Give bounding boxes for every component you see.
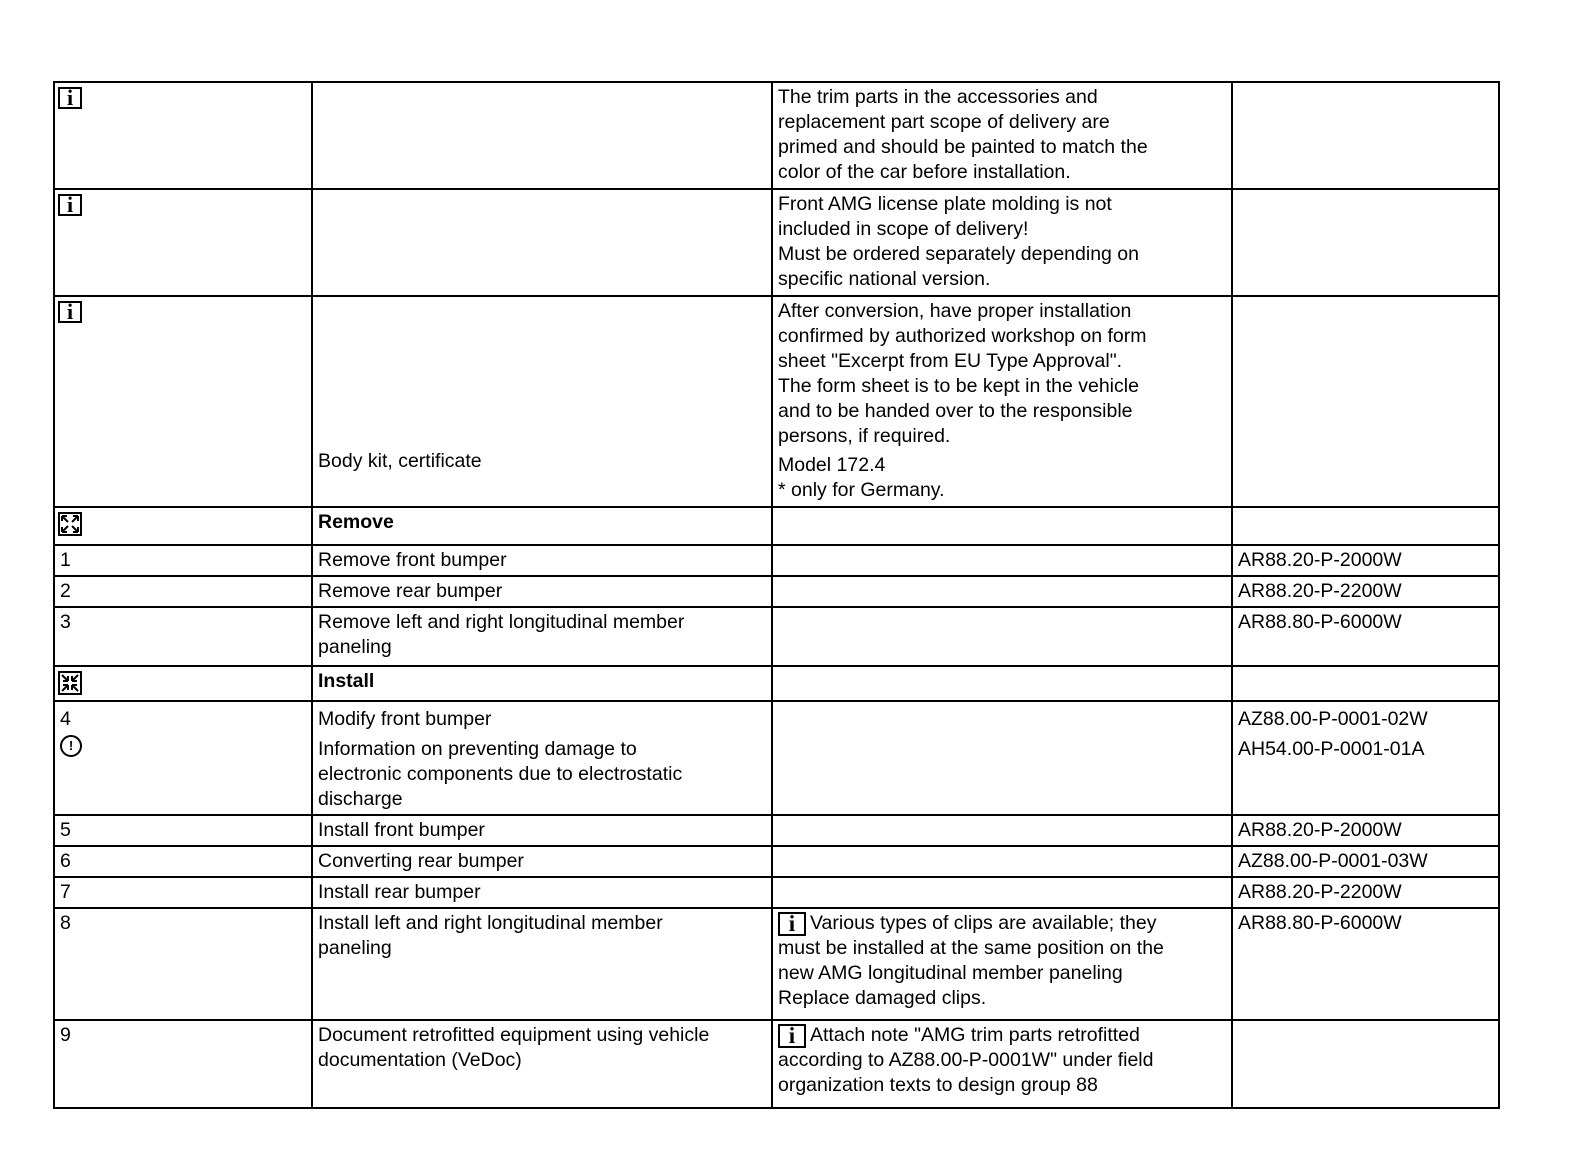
procedure-table xyxy=(53,81,1500,1109)
step-reference: AZ88.00-P-0001-03W xyxy=(1232,846,1499,877)
step-number: 5 xyxy=(54,815,312,846)
note-line: and to be handed over to the responsible xyxy=(778,400,1133,422)
table-row xyxy=(54,908,1499,1020)
note-cell xyxy=(772,189,1232,296)
table-row xyxy=(54,701,1499,815)
remove-icon xyxy=(58,512,82,536)
table-row xyxy=(54,507,1499,545)
info-icon: i xyxy=(58,87,82,109)
table-row xyxy=(54,189,1499,296)
step-number: 3 xyxy=(54,607,312,666)
note-line: confirmed by authorized workshop on form xyxy=(778,325,1147,347)
step-reference: AR88.20-P-2200W xyxy=(1232,576,1499,607)
icon-cell xyxy=(54,666,312,701)
step-reference: AR88.20-P-2000W xyxy=(1232,815,1499,846)
step-number: 8 xyxy=(54,908,312,1020)
note-line: color of the car before installation. xyxy=(778,161,1071,183)
note-line: Front AMG license plate molding is not xyxy=(778,193,1112,215)
table-row xyxy=(54,846,1499,877)
note-line: After conversion, have proper installation xyxy=(778,300,1132,322)
note-line: sheet "Excerpt from EU Type Approval". xyxy=(778,350,1123,372)
step-label: Remove rear bumper xyxy=(312,576,772,607)
table-row xyxy=(54,815,1499,846)
step-label: Remove front bumper xyxy=(312,545,772,576)
note-line: * only for Germany. xyxy=(778,479,945,501)
table-row xyxy=(54,877,1499,908)
note-line: The form sheet is to be kept in the vehicle xyxy=(778,375,1139,397)
note-cell xyxy=(772,296,1232,507)
note-line: Must be ordered separately depending on xyxy=(778,243,1139,265)
step-number-cell xyxy=(54,701,312,815)
step-label: Document retrofitted equipment using vehicle documentation (VeDoc) xyxy=(312,1020,772,1108)
step-label: Converting rear bumper xyxy=(312,846,772,877)
step-label: Remove left and right longitudinal member paneling xyxy=(312,607,772,666)
section-header: Remove xyxy=(312,507,772,545)
table-row xyxy=(54,1020,1499,1108)
step-label: Install front bumper xyxy=(312,815,772,846)
table-row xyxy=(54,607,1499,666)
note-cell xyxy=(772,82,1232,189)
note-line: persons, if required. xyxy=(778,425,951,447)
info-icon: i xyxy=(58,194,82,216)
note-line: included in scope of delivery! xyxy=(778,218,1029,240)
note-line: specific national version. xyxy=(778,268,991,290)
install-icon xyxy=(58,671,82,695)
table-row xyxy=(54,576,1499,607)
table-row xyxy=(54,82,1499,189)
step-number: 7 xyxy=(54,877,312,908)
row-label: Body kit, certificate xyxy=(318,450,482,472)
step-label: Install rear bumper xyxy=(312,877,772,908)
info-icon: i xyxy=(58,301,82,323)
table-row xyxy=(54,666,1499,701)
note-line: The trim parts in the accessories and xyxy=(778,86,1098,108)
step-number: 1 xyxy=(54,545,312,576)
table-row xyxy=(54,545,1499,576)
step-reference: AR88.80-P-6000W xyxy=(1232,607,1499,666)
note-line: primed and should be painted to match the xyxy=(778,136,1148,158)
note-line: Model 172.4 xyxy=(778,454,886,476)
step-number: 4 xyxy=(60,708,71,730)
step-reference: AR88.20-P-2200W xyxy=(1232,877,1499,908)
step-label: Modify front bumper Information on preventing damage to electronic components due to electrostatic discharge xyxy=(312,701,772,815)
info-icon: i xyxy=(778,912,806,936)
icon-cell xyxy=(54,82,312,189)
step-reference: AR88.20-P-2000W xyxy=(1232,545,1499,576)
step-reference: AR88.80-P-6000W xyxy=(1232,908,1499,1020)
step-number: 2 xyxy=(54,576,312,607)
step-label: Install left and right longitudinal member paneling xyxy=(312,908,772,1020)
icon-cell xyxy=(54,189,312,296)
icon-cell xyxy=(54,507,312,545)
info-icon: i xyxy=(778,1024,806,1048)
note-line: replacement part scope of delivery are xyxy=(778,111,1110,133)
note-cell: i Attach note "AMG trim parts retrofitted according to AZ88.00-P-0001W" under field organization texts to design group 88 xyxy=(772,1020,1232,1108)
step-number: 6 xyxy=(54,846,312,877)
note-cell: i Various types of clips are available; they must be installed at the same position on the new AMG longitudinal member paneling Replace damaged clips. xyxy=(772,908,1232,1020)
step-reference: AZ88.00-P-0001-02W AH54.00-P-0001-01A xyxy=(1232,701,1499,815)
esd-warning-icon: ! xyxy=(60,735,82,757)
icon-cell xyxy=(54,296,312,507)
step-number: 9 xyxy=(54,1020,312,1108)
section-header: Install xyxy=(312,666,772,701)
table-row xyxy=(54,296,1499,507)
label-cell xyxy=(312,296,772,507)
